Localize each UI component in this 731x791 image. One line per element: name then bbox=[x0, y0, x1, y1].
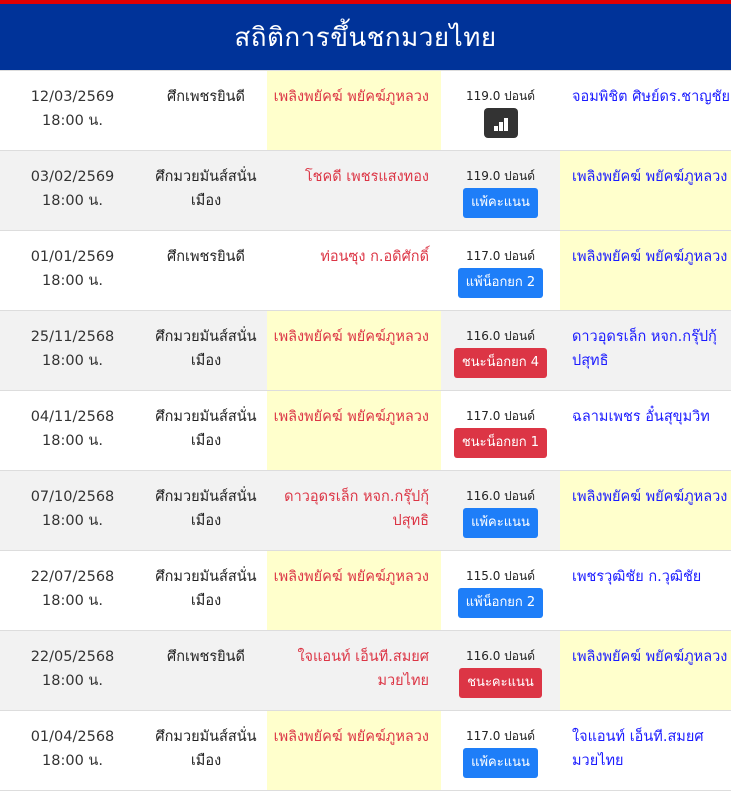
event-name: ศึกมวยมันส์สนั่นเมือง bbox=[155, 409, 257, 449]
page-header bbox=[0, 4, 731, 70]
event-name: ศึกมวยมันส์สนั่นเมือง bbox=[155, 569, 257, 609]
fight-date bbox=[0, 151, 145, 230]
date-text: 22/07/2568 bbox=[30, 569, 115, 585]
date-text: 22/05/2568 bbox=[30, 649, 115, 665]
event-name: ศึกมวยมันส์สนั่นเมือง bbox=[155, 169, 257, 209]
blue-corner-fighter[interactable]: เพลิงพยัคฆ์ พยัคฆ์ภูหลวง bbox=[560, 631, 731, 710]
fight-row bbox=[0, 151, 731, 231]
fight-row bbox=[0, 551, 731, 631]
fight-date bbox=[0, 631, 145, 710]
weight-label: 117.0 ปอนด์ bbox=[466, 729, 535, 743]
time-text: 18:00 น. bbox=[42, 433, 103, 449]
event-name: ศึกมวยมันส์สนั่นเมือง bbox=[155, 729, 257, 769]
result-badge: แพ้น็อกยก 2 bbox=[458, 588, 543, 618]
red-corner-fighter[interactable]: เพลิงพยัคฆ์ พยัคฆ์ภูหลวง bbox=[267, 71, 441, 150]
result-badge: ชนะน็อกยก 1 bbox=[454, 428, 547, 458]
fight-date bbox=[0, 711, 145, 790]
time-text: 18:00 น. bbox=[42, 353, 103, 369]
blue-corner-fighter[interactable]: เพลิงพยัคฆ์ พยัคฆ์ภูหลวง bbox=[560, 231, 731, 310]
fight-row bbox=[0, 711, 731, 791]
result-cell bbox=[441, 311, 560, 390]
result-cell bbox=[441, 711, 560, 790]
event-name: ศึกมวยมันส์สนั่นเมือง bbox=[155, 489, 257, 529]
fight-date bbox=[0, 311, 145, 390]
result-badge: ชนะคะแนน bbox=[459, 668, 542, 698]
red-corner-fighter[interactable]: เพลิงพยัคฆ์ พยัคฆ์ภูหลวง bbox=[267, 551, 441, 630]
result-badge: แพ้น็อกยก 2 bbox=[458, 268, 543, 298]
time-text: 18:00 น. bbox=[42, 193, 103, 209]
result-badge: แพ้คะแนน bbox=[463, 508, 538, 538]
weight-label: 115.0 ปอนด์ bbox=[466, 569, 535, 583]
event-name: ศึกมวยมันส์สนั่นเมือง bbox=[155, 329, 257, 369]
time-text: 18:00 น. bbox=[42, 753, 103, 769]
weight-label: 119.0 ปอนด์ bbox=[466, 89, 535, 103]
red-corner-fighter[interactable]: เพลิงพยัคฆ์ พยัคฆ์ภูหลวง bbox=[267, 711, 441, 790]
fight-date bbox=[0, 71, 145, 150]
event-name: ศึกเพชรยินดี bbox=[167, 249, 245, 265]
fight-row bbox=[0, 311, 731, 391]
fight-row bbox=[0, 471, 731, 551]
stats-chart-icon[interactable] bbox=[484, 108, 518, 138]
result-cell bbox=[441, 471, 560, 550]
red-corner-fighter[interactable]: เพลิงพยัคฆ์ พยัคฆ์ภูหลวง bbox=[267, 311, 441, 390]
weight-label: 117.0 ปอนด์ bbox=[466, 409, 535, 423]
time-text: 18:00 น. bbox=[42, 273, 103, 289]
fight-date bbox=[0, 231, 145, 310]
blue-corner-fighter[interactable]: ดาวอุดรเล็ก หจก.กรุ๊ปกุ้ปสุทธิ bbox=[572, 329, 717, 369]
date-text: 25/11/2568 bbox=[30, 329, 115, 345]
fight-date bbox=[0, 471, 145, 550]
red-corner-fighter[interactable]: เพลิงพยัคฆ์ พยัคฆ์ภูหลวง bbox=[267, 391, 441, 470]
weight-label: 119.0 ปอนด์ bbox=[466, 169, 535, 183]
date-text: 01/04/2568 bbox=[30, 729, 115, 745]
fight-date bbox=[0, 391, 145, 470]
red-corner-fighter[interactable]: ท่อนซุง ก.อดิศักดิ์ bbox=[320, 249, 429, 265]
fight-row bbox=[0, 631, 731, 711]
fight-row bbox=[0, 391, 731, 471]
result-cell bbox=[441, 631, 560, 710]
fight-row bbox=[0, 71, 731, 151]
fight-record-list bbox=[0, 70, 731, 791]
date-text: 04/11/2568 bbox=[30, 409, 115, 425]
result-cell bbox=[441, 551, 560, 630]
blue-corner-fighter[interactable]: ใจแอนท์ เอ็นที.สมยศมวยไทย bbox=[572, 729, 704, 769]
blue-corner-fighter[interactable]: เพลิงพยัคฆ์ พยัคฆ์ภูหลวง bbox=[560, 471, 731, 550]
time-text: 18:00 น. bbox=[42, 113, 103, 129]
result-badge: แพ้คะแนน bbox=[463, 748, 538, 778]
weight-label: 116.0 ปอนด์ bbox=[466, 329, 535, 343]
page-title: สถิติการขึ้นชกมวยไทย bbox=[234, 22, 497, 53]
weight-label: 116.0 ปอนด์ bbox=[466, 649, 535, 663]
fight-date bbox=[0, 551, 145, 630]
result-cell bbox=[441, 231, 560, 310]
date-text: 01/01/2569 bbox=[30, 249, 115, 265]
date-text: 07/10/2568 bbox=[30, 489, 115, 505]
result-cell bbox=[441, 71, 560, 150]
fight-row bbox=[0, 231, 731, 311]
blue-corner-fighter[interactable]: เพลิงพยัคฆ์ พยัคฆ์ภูหลวง bbox=[560, 151, 731, 230]
result-badge: แพ้คะแนน bbox=[463, 188, 538, 218]
result-cell bbox=[441, 391, 560, 470]
result-cell bbox=[441, 151, 560, 230]
time-text: 18:00 น. bbox=[42, 513, 103, 529]
red-corner-fighter[interactable]: ใจแอนท์ เอ็นที.สมยศมวยไทย bbox=[297, 649, 429, 689]
event-name: ศึกเพชรยินดี bbox=[167, 649, 245, 665]
weight-label: 117.0 ปอนด์ bbox=[466, 249, 535, 263]
time-text: 18:00 น. bbox=[42, 593, 103, 609]
weight-label: 116.0 ปอนด์ bbox=[466, 489, 535, 503]
event-name: ศึกเพชรยินดี bbox=[167, 89, 245, 105]
red-corner-fighter[interactable]: ดาวอุดรเล็ก หจก.กรุ๊ปกุ้ปสุทธิ bbox=[284, 489, 429, 529]
blue-corner-fighter[interactable]: ฉลามเพชร อั๋นสุขุมวิท bbox=[572, 409, 710, 425]
time-text: 18:00 น. bbox=[42, 673, 103, 689]
red-corner-fighter[interactable]: โชคดี เพชรแสงทอง bbox=[304, 169, 429, 185]
blue-corner-fighter[interactable]: เพชรวุฒิชัย ก.วุฒิชัย bbox=[572, 569, 702, 585]
date-text: 03/02/2569 bbox=[30, 169, 115, 185]
result-badge: ชนะน็อกยก 4 bbox=[454, 348, 547, 378]
date-text: 12/03/2569 bbox=[30, 89, 115, 105]
blue-corner-fighter[interactable]: จอมพิชิต ศิษย์ดร.ชาญชัย bbox=[572, 89, 730, 105]
